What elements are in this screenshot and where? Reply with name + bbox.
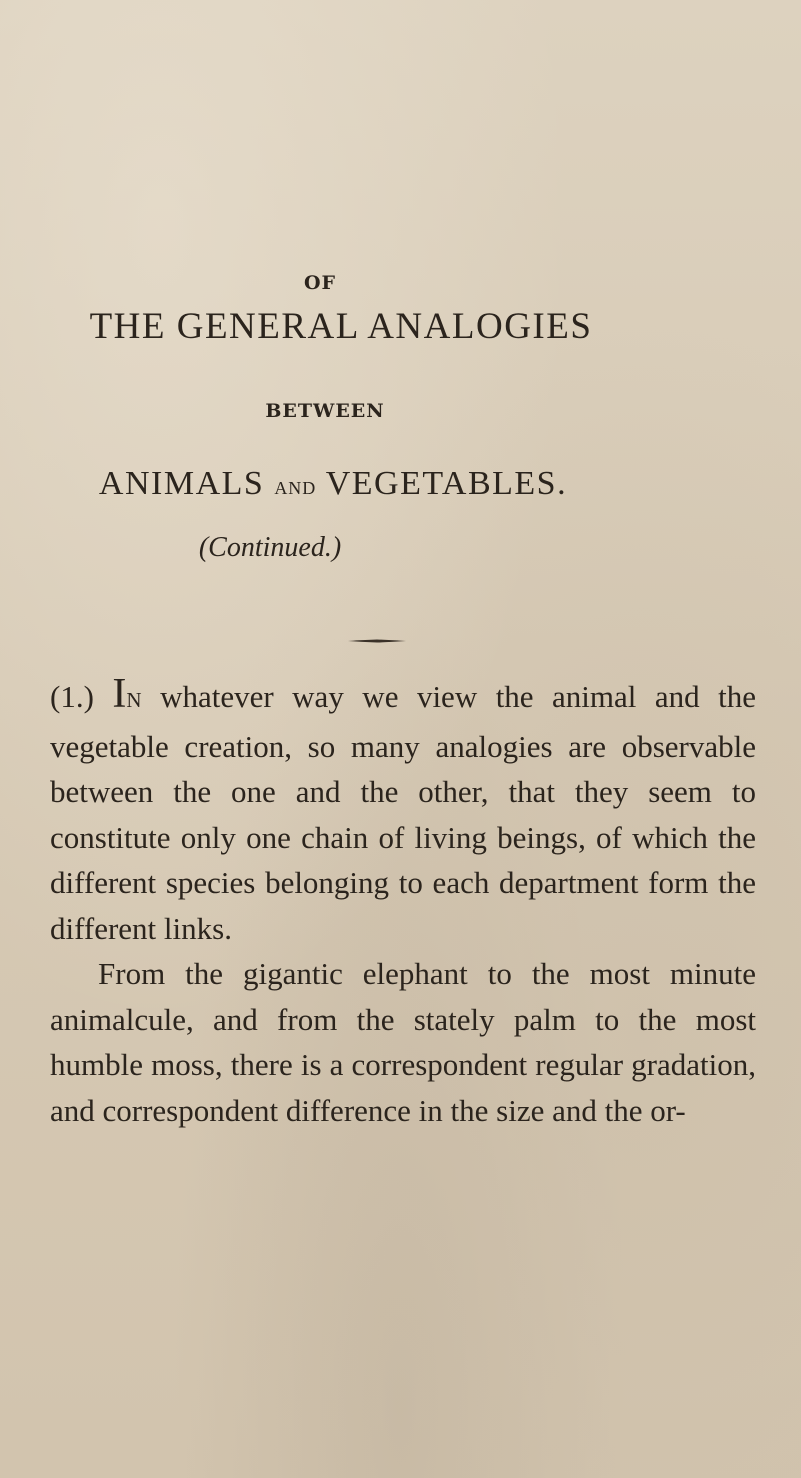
ornamental-rule bbox=[348, 638, 406, 644]
page-title: THE GENERAL ANALOGIES bbox=[89, 306, 593, 347]
body-text bbox=[50, 671, 757, 1133]
paragraph-1-text: whatever way we view the animal and the vegetable creation, so many analogies are observable between the one and the other, that they seem to constitute only one chain of living beings, of which the different species belonging to each department form the different links. bbox=[50, 679, 757, 946]
dropcap-rest: N bbox=[126, 688, 142, 712]
paragraph-number: (1.) bbox=[50, 679, 94, 714]
heading-between: BETWEEN bbox=[265, 400, 385, 422]
subtitle bbox=[0, 465, 666, 503]
paragraph-2 bbox=[50, 951, 756, 1133]
subtitle-and: AND bbox=[274, 478, 317, 498]
continued-label: (Continued.) bbox=[198, 532, 342, 563]
heading-of: OF bbox=[303, 272, 337, 294]
paragraph-2-text: From the gigantic elephant to the most minute animalcule, and from the stately palm to the most humble moss, there is a correspondent regular gradation, and correspondent difference in the size and the or- bbox=[50, 956, 756, 1128]
dropcap-letter: I bbox=[112, 671, 127, 717]
subtitle-vegetables: VEGETABLES. bbox=[325, 465, 568, 502]
subtitle-animals: ANIMALS bbox=[98, 465, 265, 502]
paragraph-1 bbox=[50, 671, 757, 951]
